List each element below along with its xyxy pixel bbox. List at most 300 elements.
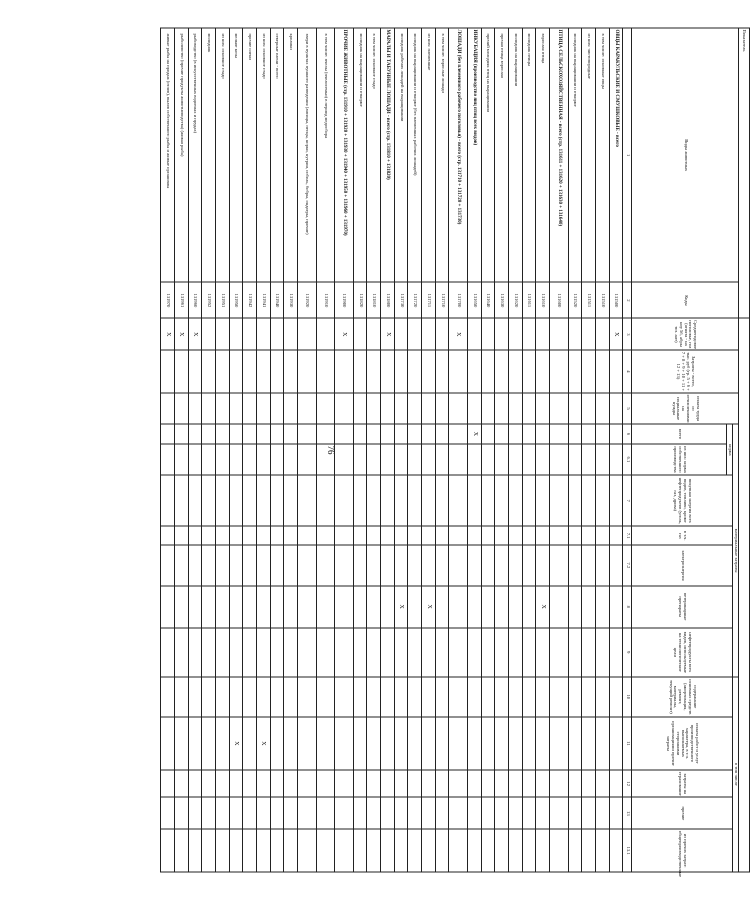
entry-cell[interactable]	[509, 424, 523, 443]
entry-cell[interactable]	[188, 444, 202, 476]
entry-cell[interactable]	[550, 526, 569, 545]
entry-cell[interactable]	[509, 829, 523, 872]
entry-cell[interactable]	[174, 717, 188, 770]
entry-cell[interactable]	[568, 717, 582, 770]
entry-cell[interactable]	[367, 797, 381, 829]
entry-cell[interactable]	[229, 628, 243, 677]
entry-cell[interactable]	[297, 717, 316, 770]
entry-cell[interactable]	[270, 526, 284, 545]
entry-cell[interactable]	[468, 475, 482, 526]
entry-cell[interactable]	[188, 545, 202, 585]
entry-cell[interactable]	[297, 318, 316, 350]
entry-cell[interactable]	[509, 318, 523, 350]
entry-cell[interactable]	[568, 350, 582, 392]
crossed-cell[interactable]: X	[256, 717, 270, 770]
entry-cell[interactable]	[188, 350, 202, 392]
entry-cell[interactable]	[316, 475, 335, 526]
entry-cell[interactable]	[297, 350, 316, 392]
entry-cell[interactable]	[481, 350, 495, 392]
entry-cell[interactable]	[468, 797, 482, 829]
entry-cell[interactable]	[481, 318, 495, 350]
entry-cell[interactable]	[188, 393, 202, 425]
entry-cell[interactable]	[609, 526, 623, 545]
entry-cell[interactable]	[468, 770, 482, 798]
entry-cell[interactable]	[394, 770, 408, 798]
entry-cell[interactable]	[568, 318, 582, 350]
entry-cell[interactable]	[509, 586, 523, 628]
entry-cell[interactable]	[316, 318, 335, 350]
entry-cell[interactable]	[394, 628, 408, 677]
entry-cell[interactable]	[435, 628, 449, 677]
entry-cell[interactable]	[495, 526, 509, 545]
entry-cell[interactable]	[381, 444, 395, 476]
entry-cell[interactable]	[215, 393, 229, 425]
entry-cell[interactable]	[582, 677, 596, 717]
entry-cell[interactable]	[408, 424, 422, 443]
entry-cell[interactable]	[582, 318, 596, 350]
entry-cell[interactable]	[270, 677, 284, 717]
crossed-cell[interactable]: X	[609, 318, 623, 350]
entry-cell[interactable]	[243, 318, 257, 350]
entry-cell[interactable]	[509, 628, 523, 677]
entry-cell[interactable]	[449, 475, 468, 526]
crossed-cell[interactable]: X	[174, 318, 188, 350]
entry-cell[interactable]	[316, 628, 335, 677]
entry-cell[interactable]	[284, 586, 298, 628]
entry-cell[interactable]	[522, 829, 536, 872]
entry-cell[interactable]	[367, 444, 381, 476]
entry-cell[interactable]	[568, 393, 582, 425]
entry-cell[interactable]	[522, 424, 536, 443]
entry-cell[interactable]	[481, 829, 495, 872]
entry-cell[interactable]	[422, 770, 436, 798]
entry-cell[interactable]	[367, 586, 381, 628]
entry-cell[interactable]	[335, 677, 354, 717]
entry-cell[interactable]	[270, 829, 284, 872]
entry-cell[interactable]	[202, 545, 216, 585]
entry-cell[interactable]	[495, 424, 509, 443]
entry-cell[interactable]	[550, 717, 569, 770]
entry-cell[interactable]	[215, 586, 229, 628]
entry-cell[interactable]	[316, 424, 335, 443]
entry-cell[interactable]	[596, 318, 610, 350]
entry-cell[interactable]	[243, 424, 257, 443]
entry-cell[interactable]	[256, 350, 270, 392]
entry-cell[interactable]	[381, 677, 395, 717]
entry-cell[interactable]	[188, 475, 202, 526]
entry-cell[interactable]	[509, 526, 523, 545]
entry-cell[interactable]	[568, 677, 582, 717]
entry-cell[interactable]	[215, 545, 229, 585]
entry-cell[interactable]	[449, 586, 468, 628]
entry-cell[interactable]	[161, 350, 175, 392]
entry-cell[interactable]	[449, 628, 468, 677]
entry-cell[interactable]	[229, 318, 243, 350]
entry-cell[interactable]	[495, 717, 509, 770]
entry-cell[interactable]	[568, 797, 582, 829]
entry-cell[interactable]	[161, 526, 175, 545]
entry-cell[interactable]	[435, 586, 449, 628]
entry-cell[interactable]	[609, 586, 623, 628]
entry-cell[interactable]	[449, 424, 468, 443]
entry-cell[interactable]	[243, 350, 257, 392]
entry-cell[interactable]	[188, 586, 202, 628]
entry-cell[interactable]	[161, 586, 175, 628]
entry-cell[interactable]	[596, 770, 610, 798]
entry-cell[interactable]	[609, 797, 623, 829]
entry-cell[interactable]	[215, 677, 229, 717]
entry-cell[interactable]	[174, 586, 188, 628]
entry-cell[interactable]	[481, 393, 495, 425]
entry-cell[interactable]	[422, 717, 436, 770]
entry-cell[interactable]	[596, 393, 610, 425]
entry-cell[interactable]	[297, 393, 316, 425]
entry-cell[interactable]	[256, 677, 270, 717]
entry-cell[interactable]	[609, 770, 623, 798]
entry-cell[interactable]	[256, 318, 270, 350]
entry-cell[interactable]	[270, 770, 284, 798]
entry-cell[interactable]	[582, 770, 596, 798]
entry-cell[interactable]	[536, 545, 550, 585]
entry-cell[interactable]	[408, 393, 422, 425]
entry-cell[interactable]	[353, 628, 367, 677]
entry-cell[interactable]	[596, 797, 610, 829]
entry-cell[interactable]	[243, 475, 257, 526]
entry-cell[interactable]	[449, 545, 468, 585]
entry-cell[interactable]	[582, 526, 596, 545]
entry-cell[interactable]	[422, 444, 436, 476]
entry-cell[interactable]	[550, 770, 569, 798]
entry-cell[interactable]	[582, 545, 596, 585]
entry-cell[interactable]	[422, 677, 436, 717]
entry-cell[interactable]	[229, 545, 243, 585]
crossed-cell[interactable]: X	[468, 424, 482, 443]
entry-cell[interactable]	[284, 545, 298, 585]
entry-cell[interactable]	[316, 717, 335, 770]
entry-cell[interactable]	[394, 318, 408, 350]
entry-cell[interactable]	[495, 475, 509, 526]
entry-cell[interactable]	[509, 717, 523, 770]
entry-cell[interactable]	[297, 586, 316, 628]
entry-cell[interactable]	[509, 350, 523, 392]
entry-cell[interactable]	[568, 770, 582, 798]
entry-cell[interactable]	[381, 586, 395, 628]
entry-cell[interactable]	[522, 475, 536, 526]
entry-cell[interactable]	[449, 797, 468, 829]
entry-cell[interactable]	[422, 829, 436, 872]
entry-cell[interactable]	[596, 475, 610, 526]
entry-cell[interactable]	[522, 526, 536, 545]
entry-cell[interactable]	[509, 393, 523, 425]
crossed-cell[interactable]: X	[161, 318, 175, 350]
entry-cell[interactable]	[297, 797, 316, 829]
entry-cell[interactable]	[202, 475, 216, 526]
entry-cell[interactable]	[408, 717, 422, 770]
entry-cell[interactable]	[422, 628, 436, 677]
entry-cell[interactable]	[522, 628, 536, 677]
entry-cell[interactable]	[174, 829, 188, 872]
entry-cell[interactable]	[435, 526, 449, 545]
entry-cell[interactable]	[202, 318, 216, 350]
entry-cell[interactable]	[243, 677, 257, 717]
entry-cell[interactable]	[229, 797, 243, 829]
entry-cell[interactable]	[495, 829, 509, 872]
entry-cell[interactable]	[468, 526, 482, 545]
entry-cell[interactable]	[522, 797, 536, 829]
entry-cell[interactable]	[381, 393, 395, 425]
entry-cell[interactable]	[174, 677, 188, 717]
entry-cell[interactable]	[609, 424, 623, 443]
entry-cell[interactable]	[596, 424, 610, 443]
entry-cell[interactable]	[509, 770, 523, 798]
entry-cell[interactable]	[161, 770, 175, 798]
entry-cell[interactable]	[394, 545, 408, 585]
entry-cell[interactable]	[335, 393, 354, 425]
entry-cell[interactable]	[550, 829, 569, 872]
entry-cell[interactable]	[550, 677, 569, 717]
entry-cell[interactable]	[422, 424, 436, 443]
entry-cell[interactable]	[408, 829, 422, 872]
entry-cell[interactable]	[522, 350, 536, 392]
entry-cell[interactable]	[582, 475, 596, 526]
entry-cell[interactable]	[536, 628, 550, 677]
entry-cell[interactable]	[367, 770, 381, 798]
entry-cell[interactable]	[596, 586, 610, 628]
entry-cell[interactable]	[394, 350, 408, 392]
entry-cell[interactable]	[202, 424, 216, 443]
entry-cell[interactable]	[408, 350, 422, 392]
entry-cell[interactable]	[174, 628, 188, 677]
entry-cell[interactable]	[215, 424, 229, 443]
entry-cell[interactable]	[243, 393, 257, 425]
entry-cell[interactable]	[381, 829, 395, 872]
entry-cell[interactable]	[449, 444, 468, 476]
entry-cell[interactable]	[367, 717, 381, 770]
entry-cell[interactable]	[468, 717, 482, 770]
entry-cell[interactable]	[202, 586, 216, 628]
entry-cell[interactable]	[550, 393, 569, 425]
entry-cell[interactable]	[243, 526, 257, 545]
entry-cell[interactable]	[202, 628, 216, 677]
entry-cell[interactable]	[536, 318, 550, 350]
entry-cell[interactable]	[284, 677, 298, 717]
entry-cell[interactable]	[335, 586, 354, 628]
entry-cell[interactable]	[596, 545, 610, 585]
entry-cell[interactable]	[284, 350, 298, 392]
entry-cell[interactable]	[215, 475, 229, 526]
entry-cell[interactable]	[243, 586, 257, 628]
entry-cell[interactable]	[270, 545, 284, 585]
entry-cell[interactable]	[353, 318, 367, 350]
entry-cell[interactable]	[316, 677, 335, 717]
entry-cell[interactable]	[381, 717, 395, 770]
entry-cell[interactable]	[536, 424, 550, 443]
entry-cell[interactable]	[202, 797, 216, 829]
entry-cell[interactable]	[481, 628, 495, 677]
entry-cell[interactable]	[408, 677, 422, 717]
entry-cell[interactable]	[335, 350, 354, 392]
entry-cell[interactable]	[353, 350, 367, 392]
entry-cell[interactable]	[381, 770, 395, 798]
entry-cell[interactable]	[468, 628, 482, 677]
entry-cell[interactable]	[394, 424, 408, 443]
entry-cell[interactable]	[394, 475, 408, 526]
entry-cell[interactable]	[550, 545, 569, 585]
entry-cell[interactable]	[297, 444, 316, 476]
entry-cell[interactable]	[215, 829, 229, 872]
entry-cell[interactable]	[270, 628, 284, 677]
entry-cell[interactable]	[270, 444, 284, 476]
entry-cell[interactable]	[481, 797, 495, 829]
entry-cell[interactable]	[481, 770, 495, 798]
entry-cell[interactable]	[316, 829, 335, 872]
entry-cell[interactable]	[215, 350, 229, 392]
entry-cell[interactable]	[256, 475, 270, 526]
entry-cell[interactable]	[550, 318, 569, 350]
entry-cell[interactable]	[536, 677, 550, 717]
entry-cell[interactable]	[582, 797, 596, 829]
entry-cell[interactable]	[596, 677, 610, 717]
entry-cell[interactable]	[243, 770, 257, 798]
entry-cell[interactable]	[297, 424, 316, 443]
entry-cell[interactable]	[568, 475, 582, 526]
entry-cell[interactable]	[408, 318, 422, 350]
entry-cell[interactable]	[381, 545, 395, 585]
entry-cell[interactable]	[188, 526, 202, 545]
entry-cell[interactable]	[522, 677, 536, 717]
entry-cell[interactable]	[568, 628, 582, 677]
entry-cell[interactable]	[394, 829, 408, 872]
entry-cell[interactable]	[550, 424, 569, 443]
entry-cell[interactable]	[550, 586, 569, 628]
entry-cell[interactable]	[161, 797, 175, 829]
entry-cell[interactable]	[174, 797, 188, 829]
entry-cell[interactable]	[522, 444, 536, 476]
entry-cell[interactable]	[449, 526, 468, 545]
entry-cell[interactable]	[495, 628, 509, 677]
entry-cell[interactable]	[284, 393, 298, 425]
entry-cell[interactable]	[202, 350, 216, 392]
entry-cell[interactable]	[468, 350, 482, 392]
crossed-cell[interactable]: X	[536, 586, 550, 628]
entry-cell[interactable]	[536, 829, 550, 872]
entry-cell[interactable]	[367, 545, 381, 585]
entry-cell[interactable]	[609, 393, 623, 425]
entry-cell[interactable]	[536, 770, 550, 798]
entry-cell[interactable]	[353, 444, 367, 476]
entry-cell[interactable]	[522, 545, 536, 585]
entry-cell[interactable]	[394, 677, 408, 717]
entry-cell[interactable]	[435, 318, 449, 350]
entry-cell[interactable]	[568, 586, 582, 628]
entry-cell[interactable]	[422, 393, 436, 425]
entry-cell[interactable]	[495, 586, 509, 628]
entry-cell[interactable]	[568, 424, 582, 443]
entry-cell[interactable]	[202, 393, 216, 425]
entry-cell[interactable]	[468, 586, 482, 628]
entry-cell[interactable]	[353, 717, 367, 770]
entry-cell[interactable]	[174, 475, 188, 526]
entry-cell[interactable]	[229, 444, 243, 476]
entry-cell[interactable]	[367, 424, 381, 443]
entry-cell[interactable]	[422, 475, 436, 526]
entry-cell[interactable]	[509, 545, 523, 585]
entry-cell[interactable]	[215, 770, 229, 798]
entry-cell[interactable]	[422, 318, 436, 350]
crossed-cell[interactable]: X	[449, 318, 468, 350]
entry-cell[interactable]	[161, 829, 175, 872]
entry-cell[interactable]	[284, 628, 298, 677]
entry-cell[interactable]	[297, 677, 316, 717]
entry-cell[interactable]	[408, 444, 422, 476]
entry-cell[interactable]	[284, 717, 298, 770]
entry-cell[interactable]	[367, 829, 381, 872]
entry-cell[interactable]	[161, 424, 175, 443]
entry-cell[interactable]	[188, 717, 202, 770]
entry-cell[interactable]	[550, 797, 569, 829]
entry-cell[interactable]	[582, 586, 596, 628]
entry-cell[interactable]	[174, 393, 188, 425]
entry-cell[interactable]	[408, 628, 422, 677]
entry-cell[interactable]	[229, 526, 243, 545]
entry-cell[interactable]	[202, 829, 216, 872]
entry-cell[interactable]	[270, 393, 284, 425]
entry-cell[interactable]	[609, 350, 623, 392]
entry-cell[interactable]	[335, 475, 354, 526]
crossed-cell[interactable]	[468, 444, 482, 476]
entry-cell[interactable]	[174, 770, 188, 798]
entry-cell[interactable]	[522, 770, 536, 798]
entry-cell[interactable]	[316, 770, 335, 798]
entry-cell[interactable]	[284, 424, 298, 443]
entry-cell[interactable]	[596, 717, 610, 770]
entry-cell[interactable]	[297, 475, 316, 526]
entry-cell[interactable]	[435, 545, 449, 585]
entry-cell[interactable]	[256, 770, 270, 798]
entry-cell[interactable]	[522, 393, 536, 425]
entry-cell[interactable]	[188, 677, 202, 717]
entry-cell[interactable]	[256, 829, 270, 872]
entry-cell[interactable]	[394, 444, 408, 476]
entry-cell[interactable]	[367, 393, 381, 425]
crossed-cell[interactable]: X	[422, 586, 436, 628]
entry-cell[interactable]	[215, 628, 229, 677]
entry-cell[interactable]	[243, 545, 257, 585]
entry-cell[interactable]	[215, 797, 229, 829]
entry-cell[interactable]	[202, 444, 216, 476]
entry-cell[interactable]	[609, 677, 623, 717]
entry-cell[interactable]	[188, 770, 202, 798]
entry-cell[interactable]	[381, 797, 395, 829]
entry-cell[interactable]	[335, 717, 354, 770]
entry-cell[interactable]	[435, 717, 449, 770]
entry-cell[interactable]	[174, 545, 188, 585]
entry-cell[interactable]	[536, 475, 550, 526]
crossed-cell[interactable]: X	[335, 318, 354, 350]
entry-cell[interactable]	[367, 526, 381, 545]
entry-cell[interactable]	[316, 586, 335, 628]
entry-cell[interactable]	[353, 526, 367, 545]
entry-cell[interactable]	[297, 526, 316, 545]
crossed-cell[interactable]: X	[188, 318, 202, 350]
entry-cell[interactable]	[596, 829, 610, 872]
entry-cell[interactable]	[468, 393, 482, 425]
entry-cell[interactable]	[161, 475, 175, 526]
entry-cell[interactable]	[481, 475, 495, 526]
entry-cell[interactable]	[353, 677, 367, 717]
entry-cell[interactable]	[188, 829, 202, 872]
entry-cell[interactable]	[582, 829, 596, 872]
